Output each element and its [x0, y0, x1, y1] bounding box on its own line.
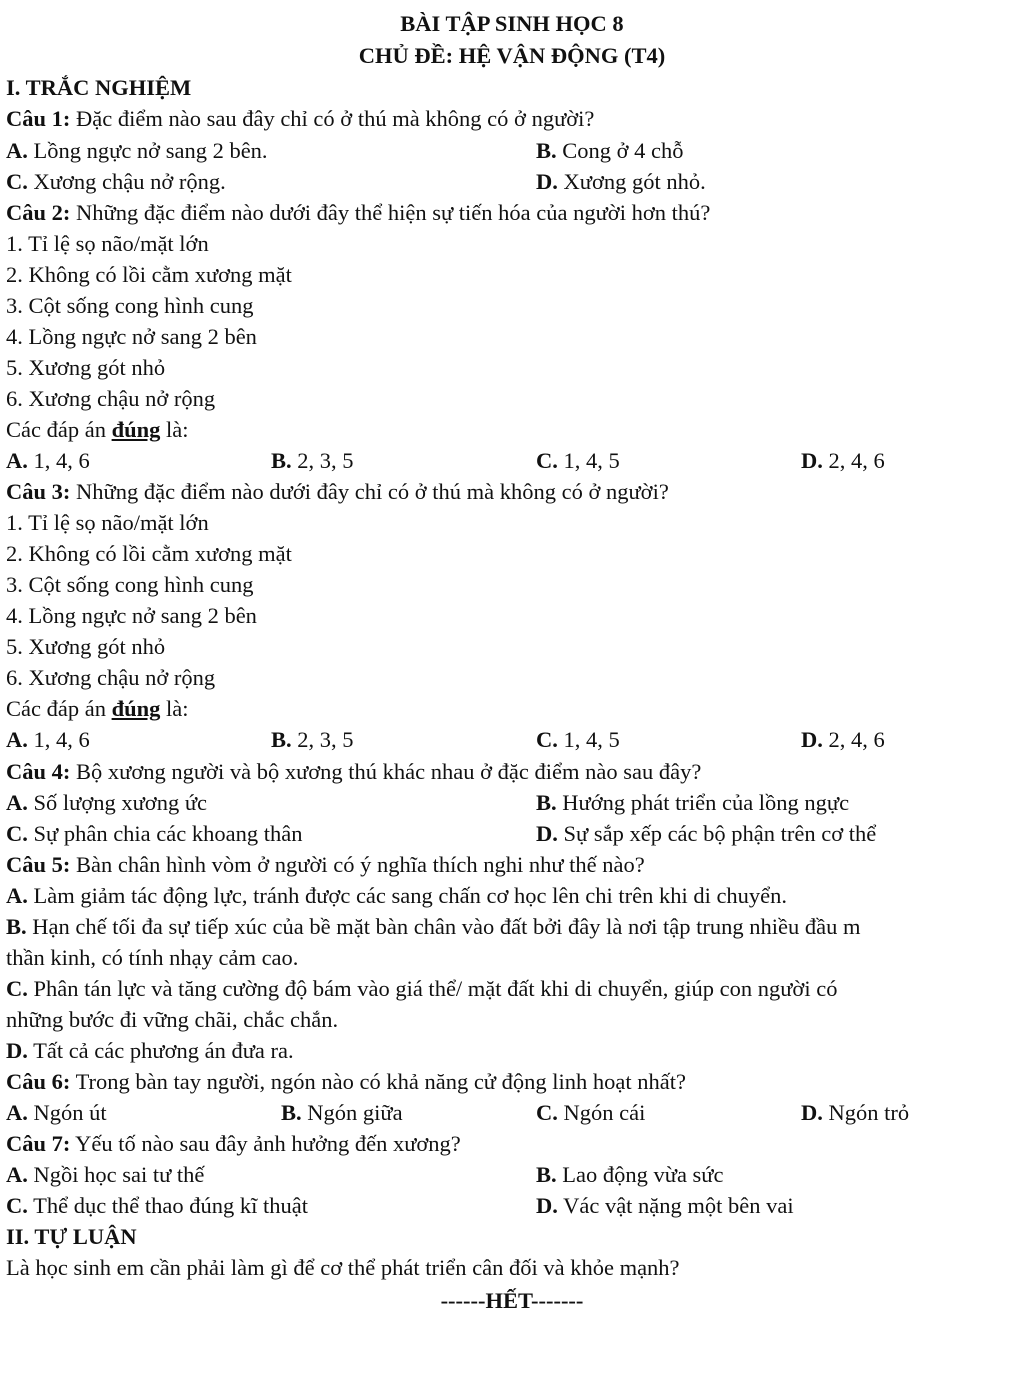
q3-item-4: 4. Lồng ngực nở sang 2 bên	[6, 603, 257, 628]
q5-option-a: A. Làm giảm tác động lực, tránh được các sang chấn cơ học lên chi trên khi di chuyển.	[6, 883, 788, 908]
q3-item-1: 1. Tỉ lệ sọ não/mặt lớn	[6, 510, 209, 535]
q2-options-row	[6, 445, 1024, 476]
q7-option-a: A. Ngồi học sai tư thế	[6, 1162, 205, 1187]
q2-prompt: Các đáp án đúng là:	[6, 417, 189, 442]
q4-options-row-2	[6, 818, 1024, 849]
question-2-text: Những đặc điểm nào dưới đây thể hiện sự tiến hóa của người hơn thú?	[70, 200, 711, 225]
section-1-heading: I. TRẮC NGHIỆM	[6, 75, 192, 100]
question-1-text: Đặc điểm nào sau đây chỉ có ở thú mà không có ở người?	[70, 106, 595, 131]
q1-option-c: C. Xương chậu nở rộng.	[6, 169, 226, 194]
q7-option-b: B. Lao động vừa sức	[536, 1162, 724, 1187]
q2-item-1: 1. Tỉ lệ sọ não/mặt lớn	[6, 231, 209, 256]
q6-option-c: C. Ngón cái	[536, 1100, 646, 1125]
question-7-text: Yếu tố nào sau đây ảnh hưởng đến xương?	[70, 1131, 461, 1156]
q4-options-row-1	[6, 787, 1024, 818]
q6-options-row	[6, 1097, 1024, 1128]
q4-option-b: B. Hướng phát triển của lồng ngực	[536, 790, 850, 815]
question-7-label: Câu 7:	[6, 1131, 71, 1156]
q6-option-d: D. Ngón trỏ	[801, 1100, 910, 1125]
q3-option-c: C. 1, 4, 5	[536, 727, 620, 752]
question-4-text: Bộ xương người và bộ xương thú khác nhau ở đặc điểm nào sau đây?	[70, 759, 702, 784]
q3-options-row	[6, 724, 1024, 755]
q2-item-3: 3. Cột sống cong hình cung	[6, 293, 254, 318]
q5-option-b: B. Hạn chế tối đa sự tiếp xúc của bề mặt bàn chân vào đất bởi đây là nơi tập trung nhiều đầu m	[6, 914, 861, 939]
question-5	[6, 849, 1024, 880]
q5-option-b-continued: thần kinh, có tính nhạy cảm cao.	[6, 945, 299, 970]
question-2	[6, 197, 1024, 228]
q7-options-row-2	[6, 1190, 1024, 1221]
section-2-heading: II. TỰ LUẬN	[6, 1224, 137, 1249]
q1-option-a: A. Lồng ngực nở sang 2 bên.	[6, 138, 268, 163]
q1-option-b: B. Cong ở 4 chỗ	[536, 138, 684, 163]
q4-option-d: D. Sự sắp xếp các bộ phận trên cơ thể	[536, 821, 877, 846]
q7-option-c: C. Thể dục thể thao đúng kĩ thuật	[6, 1193, 309, 1218]
question-5-label: Câu 5:	[6, 852, 71, 877]
q2-item-6: 6. Xương chậu nở rộng	[6, 386, 216, 411]
q5-option-d: D. Tất cả các phương án đưa ra.	[6, 1038, 294, 1063]
q3-option-d: D. 2, 4, 6	[801, 727, 885, 752]
q5-option-c-continued: những bước đi vững chãi, chắc chắn.	[6, 1007, 339, 1032]
question-4-label: Câu 4:	[6, 759, 71, 784]
question-1-options-row-1	[6, 135, 1024, 166]
document-topic: CHỦ ĐỀ: HỆ VẬN ĐỘNG (T4)	[358, 43, 666, 68]
question-1-label: Câu 1:	[6, 106, 71, 131]
q3-item-2: 2. Không có lồi cằm xương mặt	[6, 541, 292, 566]
question-3	[6, 476, 1024, 507]
end-marker: ------HẾT-------	[440, 1288, 584, 1313]
document-title: BÀI TẬP SINH HỌC 8	[400, 11, 624, 36]
question-3-label: Câu 3:	[6, 479, 71, 504]
question-6-label: Câu 6:	[6, 1069, 71, 1094]
question-2-label: Câu 2:	[6, 200, 71, 225]
q2-item-2: 2. Không có lồi cằm xương mặt	[6, 262, 292, 287]
q4-option-c: C. Sự phân chia các khoang thân	[6, 821, 303, 846]
q6-option-b: B. Ngón giữa	[281, 1100, 403, 1125]
q3-item-5: 5. Xương gót nhỏ	[6, 634, 166, 659]
q4-option-a: A. Số lượng xương ức	[6, 790, 208, 815]
essay-question: Là học sinh em cần phải làm gì để cơ thể phát triển cân đối và khỏe mạnh?	[6, 1255, 680, 1280]
q2-option-d: D. 2, 4, 6	[801, 448, 885, 473]
question-5-text: Bàn chân hình vòm ở người có ý nghĩa thích nghi như thế nào?	[70, 852, 645, 877]
q2-option-c: C. 1, 4, 5	[536, 448, 620, 473]
q5-option-c: C. Phân tán lực và tăng cường độ bám vào giá thể/ mặt đất khi di chuyển, giúp con người có	[6, 976, 838, 1001]
question-1-options-row-2	[6, 166, 1024, 197]
q2-item-5: 5. Xương gót nhỏ	[6, 355, 166, 380]
q3-option-a: A. 1, 4, 6	[6, 727, 90, 752]
question-6-text: Trong bàn tay người, ngón nào có khả năng cử động linh hoạt nhất?	[70, 1069, 686, 1094]
question-4	[6, 756, 1024, 787]
q7-options-row-1	[6, 1159, 1024, 1190]
question-6	[6, 1066, 1024, 1097]
question-1	[6, 103, 1024, 134]
q2-item-4: 4. Lồng ngực nở sang 2 bên	[6, 324, 257, 349]
q3-option-b: B. 2, 3, 5	[271, 727, 354, 752]
q1-option-d: D. Xương gót nhỏ.	[536, 169, 706, 194]
q7-option-d: D. Vác vật nặng một bên vai	[536, 1193, 794, 1218]
question-7	[6, 1128, 1024, 1159]
q2-option-b: B. 2, 3, 5	[271, 448, 354, 473]
q2-option-a: A. 1, 4, 6	[6, 448, 90, 473]
q3-item-6: 6. Xương chậu nở rộng	[6, 665, 216, 690]
q3-prompt: Các đáp án đúng là:	[6, 696, 189, 721]
question-3-text: Những đặc điểm nào dưới đây chỉ có ở thú mà không có ở người?	[70, 479, 669, 504]
q6-option-a: A. Ngón út	[6, 1100, 107, 1125]
q3-item-3: 3. Cột sống cong hình cung	[6, 572, 254, 597]
